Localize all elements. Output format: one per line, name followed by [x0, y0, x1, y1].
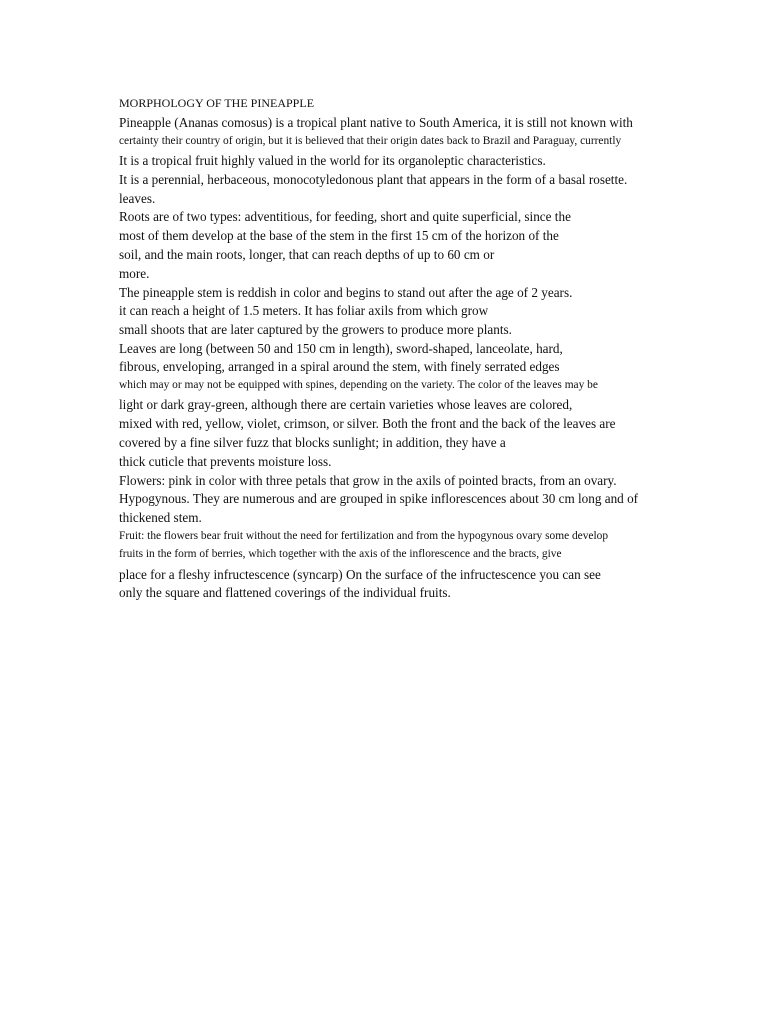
page-title: MORPHOLOGY OF THE PINEAPPLE [119, 96, 315, 110]
text-line: Fruit: the flowers bear fruit without the need for fertilization and from the hypogynous ovary some develop [119, 530, 609, 542]
text-line: It is a perennial, herbaceous, monocotyledonous plant that appears in the form of a basal rosette. [119, 172, 628, 187]
text-line: light or dark gray-green, although there are certain varieties whose leaves are colored, [119, 397, 573, 412]
text-line: it can reach a height of 1.5 meters. It has foliar axils from which grow [119, 303, 489, 318]
text-line: thick cuticle that prevents moisture loss. [119, 454, 332, 469]
text-line: which may or may not be equipped with spines, depending on the variety. The color of the leaves may be [119, 379, 598, 391]
text-line: only the square and flattened coverings of the individual fruits. [119, 585, 451, 600]
text-line: Flowers: pink in color with three petals that grow in the axils of pointed bracts, from an ovary. [119, 473, 617, 488]
text-line: leaves. [119, 191, 156, 206]
text-line: most of them develop at the base of the stem in the first 15 cm of the horizon of the [119, 228, 559, 243]
text-line: fibrous, enveloping, arranged in a spiral around the stem, with finely serrated edges [119, 359, 560, 374]
text-line: small shoots that are later captured by the growers to produce more plants. [119, 322, 512, 337]
text-line: thickened stem. [119, 510, 202, 525]
text-line: more. [119, 266, 150, 281]
text-line: covered by a fine silver fuzz that blocks sunlight; in addition, they have a [119, 435, 506, 450]
text-line: soil, and the main roots, longer, that can reach depths of up to 60 cm or [119, 247, 495, 262]
text-line: Hypogynous. They are numerous and are grouped in spike inflorescences about 30 cm long and of [119, 491, 639, 506]
text-line: The pineapple stem is reddish in color and begins to stand out after the age of 2 years. [119, 285, 573, 300]
text-line: It is a tropical fruit highly valued in the world for its organoleptic characteristics. [119, 153, 546, 168]
text-line: Roots are of two types: adventitious, for feeding, short and quite superficial, since the [119, 209, 571, 224]
text-line: certainty their country of origin, but it is believed that their origin dates back to Brazil and Paraguay, currently [119, 135, 622, 147]
text-line: place for a fleshy infructescence (syncarp) On the surface of the infructescence you can see [119, 567, 601, 582]
text-line: Leaves are long (between 50 and 150 cm in length), sword-shaped, lanceolate, hard, [119, 341, 563, 356]
text-line: Pineapple (Ananas comosus) is a tropical plant native to South America, it is still not known with [119, 115, 633, 130]
text-line: fruits in the form of berries, which together with the axis of the inflorescence and the bracts, give [119, 548, 562, 560]
text-line: mixed with red, yellow, violet, crimson, or silver. Both the front and the back of the leaves are [119, 416, 616, 431]
